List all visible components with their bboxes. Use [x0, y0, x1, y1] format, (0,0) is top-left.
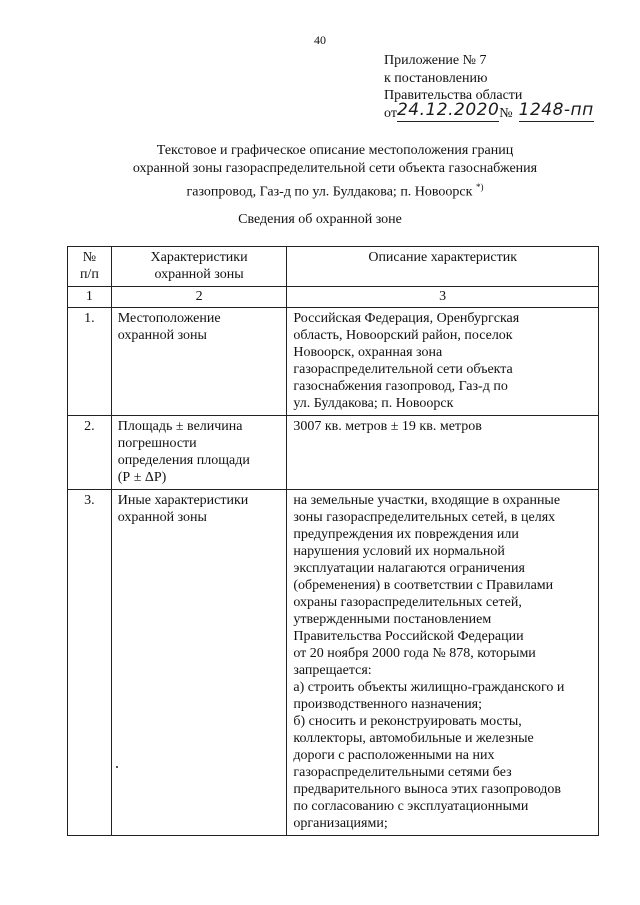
- handwritten-number: 1248-пп: [518, 99, 594, 120]
- characteristic-line: определения площади: [117, 453, 250, 468]
- description-line: предупреждения их повреждения или: [293, 527, 519, 542]
- appendix-date-number: [384, 99, 624, 123]
- description-line: запрещается:: [293, 663, 372, 678]
- table-row: [68, 416, 599, 490]
- zone-info-table: [67, 246, 599, 836]
- description-line: предварительного выноса этих газопроводов: [293, 782, 562, 797]
- description-line: нарушения условий их нормальной: [293, 544, 505, 559]
- characteristic-line: (Р ± ΔР): [117, 470, 167, 485]
- row-description: [287, 308, 599, 416]
- title-line-3-text: газопровод, Газ-д по ул. Булдакова; п. Новоорск: [186, 184, 473, 200]
- description-line: Российская Федерация, Оренбургская: [293, 311, 520, 326]
- row-number: 3.: [68, 490, 112, 836]
- header-num: [68, 247, 112, 287]
- column-index: 3: [287, 287, 599, 308]
- appendix-title: Приложение № 7: [384, 53, 487, 68]
- row-characteristic: [111, 416, 287, 490]
- description-line: область, Новоорский район, поселок: [293, 328, 513, 343]
- column-index: 1: [68, 287, 112, 308]
- description-line: производственного назначения;: [293, 697, 483, 712]
- header-num-line-1: №: [82, 250, 97, 265]
- description-line: на земельные участки, входящие в охранные: [293, 493, 561, 508]
- table-row: [68, 308, 599, 416]
- description-line: коллекторы, автомобильные и железные: [293, 731, 534, 746]
- description-line: от 20 ноября 2000 года № 878, которыми: [293, 646, 536, 661]
- description-line: Правительства Российской Федерации: [293, 629, 524, 644]
- appendix-line-resolution: к постановлению: [384, 70, 488, 86]
- description-line: зоны газораспределительных сетей, в целях: [293, 510, 556, 525]
- row-characteristic: [111, 490, 287, 836]
- description-line: газоснабжения газопровод, Газ-д по: [293, 379, 508, 394]
- characteristic-line: Иные характеристики: [117, 493, 249, 508]
- characteristic-line: охранной зоны: [117, 510, 207, 525]
- header-char-line-1: Характеристики: [150, 250, 248, 265]
- row-number: 2.: [68, 416, 112, 490]
- table-header-row: [68, 247, 599, 287]
- page-number: 40: [314, 33, 326, 47]
- description-line: утвержденными постановлением: [293, 612, 492, 627]
- title-line-3: [80, 178, 590, 202]
- description-line: б) сносить и реконструировать мосты,: [293, 714, 522, 729]
- row-description: [287, 416, 599, 490]
- header-description: Описание характеристик: [287, 247, 599, 287]
- row-characteristic: [111, 308, 287, 416]
- title-line-2: охранной зоны газораспределительной сети объекта газоснабжения: [132, 161, 538, 176]
- footnote-mark: *): [475, 182, 484, 192]
- column-index-row: [68, 287, 599, 308]
- from-prefix: от: [384, 105, 397, 121]
- characteristic-line: охранной зоны: [117, 328, 207, 343]
- description-line: а) строить объекты жилищно-гражданского и: [293, 680, 565, 695]
- description-line: газораспределительными сетями без: [293, 765, 512, 780]
- description-line: организациями;: [293, 816, 388, 831]
- header-char-line-2: охранной зоны: [154, 267, 244, 282]
- description-line: ул. Булдакова; п. Новоорск: [293, 396, 454, 411]
- appendix-block: [384, 52, 624, 122]
- row-description: [287, 490, 599, 836]
- header-num-line-2: п/п: [79, 267, 99, 282]
- description-line: 3007 кв. метров ± 19 кв. метров: [293, 419, 482, 434]
- table-row: [68, 490, 599, 836]
- description-line: дороги с расположенными на них: [293, 748, 495, 763]
- handwritten-date: 24.12.2020: [396, 99, 500, 120]
- number-prefix: №: [499, 105, 513, 121]
- description-line: газораспределительной сети объекта: [293, 362, 513, 377]
- appendix-line-government: Правительства области: [384, 88, 523, 103]
- scan-speck: [116, 766, 118, 768]
- header-characteristics: [111, 247, 287, 287]
- characteristic-line: погрешности: [117, 436, 197, 451]
- document-title: [80, 142, 590, 202]
- description-line: (обременения) в соответствии с Правилами: [293, 578, 554, 593]
- row-number: 1.: [68, 308, 112, 416]
- characteristic-line: Местоположение: [117, 311, 221, 326]
- description-line: Новоорск, охранная зона: [293, 345, 443, 360]
- description-line: эксплуатации налагаются ограничения: [293, 561, 525, 576]
- column-index: 2: [111, 287, 287, 308]
- title-line-1: Текстовое и графическое описание местоположения границ: [156, 143, 514, 158]
- description-line: охраны газораспределительных сетей,: [293, 595, 522, 610]
- description-line: по согласованию с эксплуатационными: [293, 799, 529, 814]
- section-subtitle: Сведения об охранной зоне: [238, 212, 402, 227]
- characteristic-line: Площадь ± величина: [117, 419, 243, 434]
